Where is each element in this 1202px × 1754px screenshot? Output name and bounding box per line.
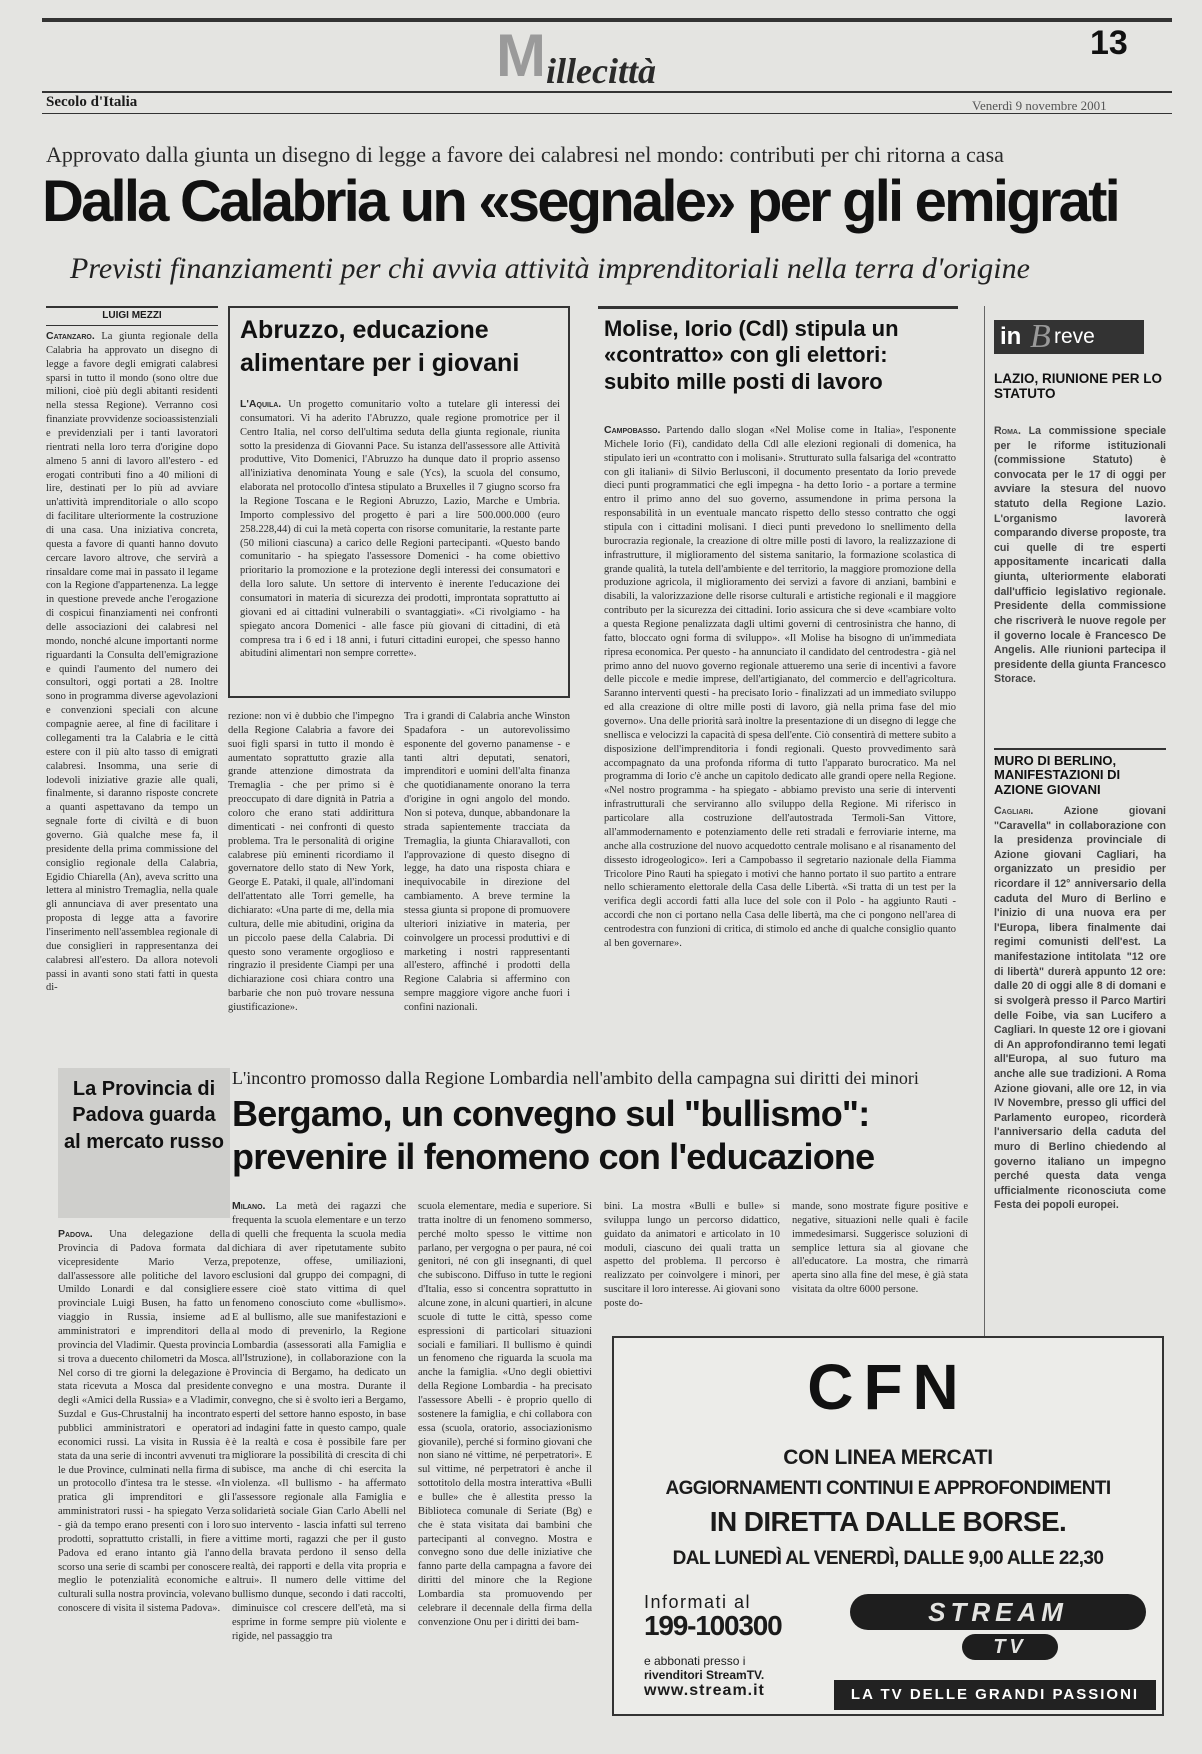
top-rule	[42, 18, 1172, 22]
lead-column-1	[46, 330, 218, 1036]
stream-wordmark: STREAM	[850, 1594, 1146, 1630]
ad-line-4: DAL LUNEDÌ AL VENERDÌ, DALLE 9,00 ALLE 22,30	[672, 1548, 1104, 1569]
bergamo-column-1: Milano. La metà dei ragazzi che frequenta la scuola elementare e un terzo di quelli che frequenta la scuola media dichiara di aver ripetutamente subito prepotenze, offese, umiliazioni, esclusioni dal gruppo dei compagni, di essere cioè stato vittima di quel fenomeno conosciuto come «bullismo». E al bullismo, alle sue manifestazioni e al modo di prevenirlo, la Regione Lombardia (assessorati alla Famiglia e all'Istruzione), in collaborazione con la Provincia di Bergamo, ha dedicato un convegno e una mostra. Durante il convegno, che si è svolto ieri a Bergamo, esperti del settore hanno esposto, in base ad indagini fatte in questo campo, quale è la realtà e cosa è possibile fare per migliorare la possibilità di crescita di chi subisce, ma anche di chi esercita la violenza. «Il bullismo - ha affermato l'assessore regionale alla Famiglia e solidarietà sociale Gian Carlo Abelli nel suo intervento - lascia infatti sul terreno vittime morti, ragazzi che per il gusto della bravata perdono il senso della realtà, dei rapporti e della vita propria e altrui». Il numero delle vittime del bullismo dunque, secondo i dati raccolti, diminuisce col crescere dell'età, ma si esprime in forme sempre più violente e rigide, nel passaggio tra	[232, 1200, 406, 1642]
ad-tagline: LA TV DELLE GRANDI PASSIONI	[834, 1680, 1156, 1710]
bergamo-title: Bergamo, un convegno sul "bullismo": prevenire il fenomeno con l'educazione	[232, 1093, 875, 1178]
lead-column-2: rezione: non vi è dubbio che l'impegno della Regione Calabria a favore dei suoi figli sparsi in tutto il mondo è aumentato soprattutto grazie alla grande attenzione dimostrata da Tremaglia - che per primo si è preoccupato di dare dignità in Patria a coloro che erano stati addirittura dimenticati - nei confronti di questo problema. Tra le personalità di origine calabrese più eminenti ricordiamo il governatore dello stato di New York, George E. Pataki, il quale, all'indomani dell'attentato alle Torri gemelle, ha dichiarato: «Una parte di me, della mia cultura, delle mie abitudini, origina da un piccolo paese della Calabria. Di questo sono veramente orgoglioso e ringrazio il presidente Ciampi per una dichiarazione così chiara contro una barbarie che non può trovare nessuna giustificazione».	[228, 711, 394, 1014]
sidebar-item2-title: MURO DI BERLINO, MANIFESTAZIONI DI AZIONE GIOVANI	[994, 753, 1121, 797]
lead-kicker: Approvato dalla giunta un disegno di legge a favore dei calabresi nel mondo: contributi per chi ritorna a casa	[46, 142, 1004, 167]
bergamo-column-2: scuola elementare, media e superiore. Si tratta inoltre di un fenomeno sommerso, perché molto spesso le vittime non parlano, per vergogna o per paura, né coi genitori, né con gli insegnanti, di quel che subiscono. Diffuso in tutte le regioni d'Italia, esso si concentra soprattutto in alcune zone, in alcuni quartieri, in alcune scuole di tutte le città, spesso come espressioni di particolari situazioni sociali e familiari. Il bullismo è quindi un fenomeno che riguarda la scuola ma anche la famiglia. «Uno degli obiettivi della Regione Lombardia - ha precisato l'assessore Abelli - è proprio quello di sostenere la famiglia, e chi collabora con essa (scuola, oratorio, associazionismo giovanile), perché si formino giovani che non siano né vittime, né perpetratori». E sul vittime, né perpetratori è anche il sottotitolo della mostra interattiva «Bulli e bulle» che è allestita presso la Biblioteca comunale di Seriate (Bg) e che è stata visitata dai bambini che partecipanti al convegno. Mostra e convegno sono due delle iniziative che fanno parte della campagna a favore dei diritti del minore che la Regione Lombardia sta promuovendo per celebrare il decennale della firma della convenzione Onu per i diritti dei bam-	[418, 1201, 592, 1628]
section-logo	[496, 22, 656, 91]
section-initial: M	[496, 22, 546, 89]
abruzzo-dateline: L'Aquila.	[240, 398, 282, 410]
ad-sub-1: e abbonati presso i	[644, 1654, 746, 1668]
sidebar-item1-text: Roma. La commissione speciale per le riforme istituzionali (commissione Statuto) è convocata per le 17 di oggi per avviare la stesura del nuovo statuto della Regione Lazio. L'organismo lavorerà comparando diverse proposte, tra cui quelle di tre esperti appositamente incaricati dalla giunta, ulteriormente elaborati dall'ufficio legislativo regionale. Presidente della commissione che riscriverà le nuove regole per il governo locale è Francesco De Angelis. Alle riunioni partecipa il presidente della giunta Francesco Storace.	[994, 425, 1166, 686]
abruzzo-body: Un progetto comunitario volto a tutelare gli interessi dei consumatori. Vi ha aderito l'Abruzzo, quale regione promotrice per il Centro Italia, nel corso dell'ultima seduta della giunta regionale, riunita sotto la presidenza di Giovanni Pace. Su istanza dell'assessore alle Attività produttive, Vito Domenici, l'Abruzzo ha dunque dato il proprio assenso all'iniziativa denominata Young e sale (Ycs), la scuola del consumo, elaborata nel protocollo d'intesa stipulato a Bruxelles il 7 giugno scorso fra la Regione Toscana e le Regioni Abruzzo, Lazio, Marche e Umbria. Importo complessivo del progetto è pari a lire 500.000.000 (euro 258.228,44) di cui la metà coperta con risorse comunitarie, la restante parte (50 milioni ciascuna) a carico delle Regioni partecipanti. «Questo bando comunitario - ha spiegato l'assessore Domenici - ha come obiettivo prioritario la promozione e la protezione degli interessi dei consumatori e della loro salute. Un settore di intervento è inerente l'educazione dei consumatori in materia di sicurezza dei prodotti, improntata soprattutto ai giovani ed ai cittadini vulnerabili o svantaggiati». «Ci rivolgiamo - ha spiegato ancora Domenici - alle fasce più giovani di cittadini, di età compresa tra i 6 ed i 18 anni, i futuri cittadini europei, che spesso hanno abitudini alimentari non sempre corrette».	[240, 399, 560, 660]
lead-text-1: La giunta regionale della Calabria ha approvato un disegno di legge a favore degli emigrati calabresi sparsi in tutto il mondo (sono oltre due milioni, cioè più degli abitanti residenti nella stessa Regione). Verranno così finanziate provvidenze socioassistenziali e previdenziali per i tanti lavoratori rientrati nella loro terra d'origine dopo almeno 5 anni di lavoro all'estero - ed erogati contributi fino a 40 milioni di lire, destinati per lo più ad avviare un'attività imprenditoriale o allo scopo di facilitare ulteriormente la costruzione di una casa. Una iniziativa concreta, questa a favore di quanti hanno dovuto cercare lavoro altrove, che servirà a rinsaldare come mai in passato il legame con la Regione d'appartenenza. La legge in questione prevede anche l'erogazione di cospicui finanziamenti nei confronti delle associazioni dei calabresi nel mondo, nonché alcune importanti norme riguardanti la Consulta dell'emigrazione e quindi l'aumento del numero dei consultori, oggi portati a 28. Inoltre sono in programma diverse agevolazioni e convenzioni speciali con alcune compagnie aeree, al fine di facilitare i collegamenti tra la Calabria e le città estere con il più alto tasso di emigrati calabresi. Insomma, una serie di lodevoli iniziative grazie alle quali, finalmente, si daranno risposte concrete a quanti aspettavano da tempo un segnale forte di civiltà e di buon governo. Già qualche mese fa, il presidente della prima commissione del consiglio regionale della Calabria, Egidio Chiarella (An), aveva scritto una lettera al ministro Tremaglia, nella quale gli annunciava di aver presentato una proposta di legge atta a favorire l'inserimento nell'assemblea regionale di due consiglieri in rappresentanza dei calabresi all'estero. Da allora notevoli passi in avanti sono stati fatti in questa di-	[46, 331, 218, 994]
masthead-rule-2	[42, 113, 1172, 114]
ad-phone: 199-100300	[644, 1610, 782, 1641]
lead-dateline: Catanzaro.	[46, 330, 95, 342]
bergamo-dateline: Milano.	[232, 1200, 266, 1212]
sidebar-item2-rule	[994, 748, 1166, 750]
lead-column-3: Tra i grandi di Calabria anche Winston Spadafora - un autorevolissimo esponente del governo panamense - e tanti altri deputati, senatori, imprenditori e uomini dell'alta finanza che quotidianamente onorano la terra d'origine in ogni angolo del mondo. Non si poteva, dunque, abbandonare la strada sapientemente tracciata da Tremaglia, la giunta Chiaravalloti, con l'approvazione di questo disegno di legge, ha dato una risposta chiara e inequivocabile in direzione del cambiamento. A breve termine la stessa giunta si propone di promuovere ulteriori iniziative in materia, per coinvolgere un processi produttivi e di marketing i nostri rappresentanti all'estero, affinché i prodotti della Regione Calabria si affermino con sempre maggiore vigore anche fuori i confini nazionali.	[404, 711, 570, 1014]
ad-sub-2: rivenditori StreamTV.	[644, 1668, 765, 1682]
section-name: illecittà	[545, 51, 656, 91]
ad-info-label: Informati al	[644, 1592, 752, 1612]
sidebar-item1-title: LAZIO, RIUNIONE PER LO STATUTO	[994, 371, 1163, 401]
sidebar-item2-text: Cagliari. Azione giovani "Caravella" in collaborazione con la presidenza provinciale di Azione giovani Cagliari, ha organizzato un presidio per ricordare il 12° anniversario della caduta del Muro di Berlino e l'inizio di una nuova era per l'Europa, libera finalmente dai regimi comunisti dell'est. La manifestazione intitolata "12 ore di libertà" durerà appunto 12 ore: dalle 20 di oggi alle 8 di domani e si svolgerà presso il Parco Martiri delle Foibe, via san Lucifero a Cagliari. In queste 12 ore i giovani di An approfondiranno temi legati all'Europa, al suo futuro ma anche alle sue tradizioni. A Roma Azione giovani, alle ore 12, in via IV Novembre, presso gli uffici del Parlamento europeo, ricorderà l'anniversario della caduta del muro di Berlino chiedendo al governo italiano un impegno perché questa data venga ufficialmente riconosciuta come Festa dei popoli europei.	[994, 805, 1166, 1212]
padova-body: Una delegazione della Provincia di Padova formata dal vicepresidente Mario Verza, dall'assessore alle politiche del lavoro Umildo Lonardi e dal consigliere provinciale Luigi Busen, ha fatto un viaggio in Russia, insieme ad amministratori e imprenditori della provincia del Vladimir. Questa provincia si trova a duecento chilometri da Mosca. Nel corso di tre giorni la delegazione è stata ricevuta a Mosca dal presidente degli «Amici della Russia» e a Vladimir, Suzdal e Gus-Chrustalnij ha incontrato pubblici amministratori e operatori economici russi. La visita in Russia è stata da una serie di incontri avvenuti tra le due Province, culminati nella firma di un protocollo d'intesa tra le stesse. «In pratica gli imprenditori e gli amministratori russi - ha spiegato Verza - già da tempo erano presenti con i loro prodotti, soprattutto cristalli, in fiere a Padova ed erano intanto già l'anno scorso una serie di scambi per conoscere meglio le potenzialità economiche e culturali sulla nostra provincia, volevano conoscere di visita il sistema Padova».	[58, 1229, 230, 1615]
abruzzo-text	[240, 398, 560, 690]
ad-line-1: CON LINEA MERCATI	[783, 1446, 993, 1469]
masthead-rule	[42, 91, 1172, 93]
molise-title: Molise, Iorio (Cdl) stipula un «contratto» con gli elettori: subito mille posti di lavoro	[604, 316, 899, 394]
stream-tv-mark: TV	[962, 1634, 1058, 1660]
issue-date: Venerdì 9 novembre 2001	[972, 98, 1107, 113]
in-breve-logo: in B reve	[994, 320, 1144, 354]
ad-line-3: IN DIRETTA DALLE BORSE.	[709, 1506, 1067, 1537]
padova-dateline: Padova.	[58, 1228, 93, 1240]
lead-byline: LUIGI MEZZI	[102, 310, 162, 321]
bergamo-column-4: mande, sono mostrate figure positive e negative, situazioni nelle quali è facile immedesimarsi. Suggerisce soluzioni di semplice lettura sia al giovane che all'educatore. La mostra, che rimarrà aperta sino alla fine del mese, è già stata visitata da oltre 6000 persone.	[792, 1201, 968, 1296]
bergamo-kicker: L'incontro promosso dalla Regione Lombardia nell'ambito della campagna sui diritti dei minori	[232, 1068, 919, 1088]
lead-subtitle: Previsti finanziamenti per chi avvia attività imprenditoriali nella terra d'origine	[70, 252, 1030, 285]
abruzzo-title: Abruzzo, educazione alimentare per i giovani	[240, 316, 520, 377]
bergamo-column-3: bini. La mostra «Bulli e bulle» si sviluppa lungo un percorso didattico, guidato da animatori e articolato in 10 moduli, ciascuno dei quali tratta un aspetto del problema. Il percorso è realizzato per coinvolgere i minori, per suscitare il loro interesse. Ai giovani sono poste do-	[604, 1201, 780, 1310]
page-number: 13	[1090, 24, 1128, 62]
lead-title: Dalla Calabria un «segnale» per gli emigrati	[42, 169, 1118, 234]
stream-logo	[842, 1596, 1154, 1672]
molise-body: Partendo dallo slogan «Nel Molise come in Italia», l'esponente Michele Iorio (Fi), candidato della Cdl alle elezioni regionali di domenica, ha stipulato ieri un «contratto con i molisani». Strutturato sulla falsariga del «contratto con gli italiani» di Silvio Berlusconi, il documento presentato da Iorio prevede dieci punti programmatici che egli impegna - ha detto Iorio - a portare a termine entro il primo anno del suo governo, assumendone in prima persona la responsabilità in un eventuale mancato rispetto dello stesso contratto che oggi stipula con i cittadini molisani. I dieci punti prevedono lo snellimento della burocrazia regionale, la creazione di oltre mille posti di lavoro, la realizzazione di infrastrutture, il miglioramento del sistema sanitario, la formazione scolastica di grande qualità, la tutela dell'ambiente e del territorio, la maggiore promozione della produzione agricola, il miglioramento dei servizi a favore di anziani, bambini e disabili, la valorizzazione delle risorse culturali e artistiche regionali e il maggiore contributo per la sicurezza dei cittadini. Iorio assicura che si deve «cambiare volto a questa Regione penalizzata dagli ultimi governi di centrosinistra che hanno, di fatto, bloccato ogni forma di sviluppo». «Il Molise ha bisogno di un'immediata ripresa economica. Per questo - ha annunciato il candidato del centrodestra - già nel primo anno del nuovo governo regionale attueremo una serie di incentivi a favore delle piccole e medie imprese, dell'artigianato, del commercio e dell'agricoltura. Saranno interventi questi - ha precisato Iorio - finalizzati ad un immediato sviluppo ed alla creazione di oltre mille posti di lavoro, già nella prima fase del mio governo». Una delle priorità sarà inoltre la presentazione di un disegno di legge che snellisca e velocizzi la capacità di spesa dell'ente. Ciò consentirà di mettere subito a disposizione dell'imprenditoria i fondi regionali. Questo provvedimento sarà accompagnato da una profonda riforma di tutto l'apparato burocratico. Ma nel programma di Iorio c'è anche un capitolo dedicato alle grandi opere nella Regione. «Nel nostro programma - ha spiegato - abbiamo previsto una serie di interventi infrastrutturali che serviranno allo sviluppo della Regione. Mi riferisco in particolare alla costruzione dell'autostrada Termoli-San Vittore, all'ammodernamento e potenziamento delle reti stradali e ferroviarie interne, ma anche alla costruzione del nuovo acquedotto centrale molisano e al risanamento del dissesto idrogeologico». Ieri a Campobasso il segretario nazionale della Fiamma Tricolore Pino Rauti ha spiegato i motivi che hanno portato il suo partito a entrare nello schieramento elettorale della Casa delle Libertà. «Si tratta di un test per la verifica degli accordi fatti alla luce del sole con il Polo - ha aggiunto Rauti - accordi che non ci portano nella Casa delle libertà, ma che ci pongono nell'area di centrodestra con funzioni di critica, di stimolo ed anche di qualche consiglio quanto al ben governare».	[604, 425, 956, 949]
molise-text	[604, 424, 956, 1036]
paper-name: Secolo d'Italia	[46, 94, 138, 110]
molise-rule	[598, 306, 958, 309]
byline-rule	[46, 306, 218, 308]
ad-line-2: AGGIORNAMENTI CONTINUI E APPROFONDIMENTI	[665, 1478, 1111, 1499]
ad-url: www.stream.it	[644, 1682, 765, 1699]
byline-rule-2	[46, 325, 218, 326]
cfn-logo: CFN	[807, 1351, 969, 1423]
padova-text	[58, 1228, 230, 1718]
padova-title: La Provincia di Padova guarda al mercato russo	[63, 1078, 225, 1153]
molise-dateline: Campobasso.	[604, 424, 661, 436]
